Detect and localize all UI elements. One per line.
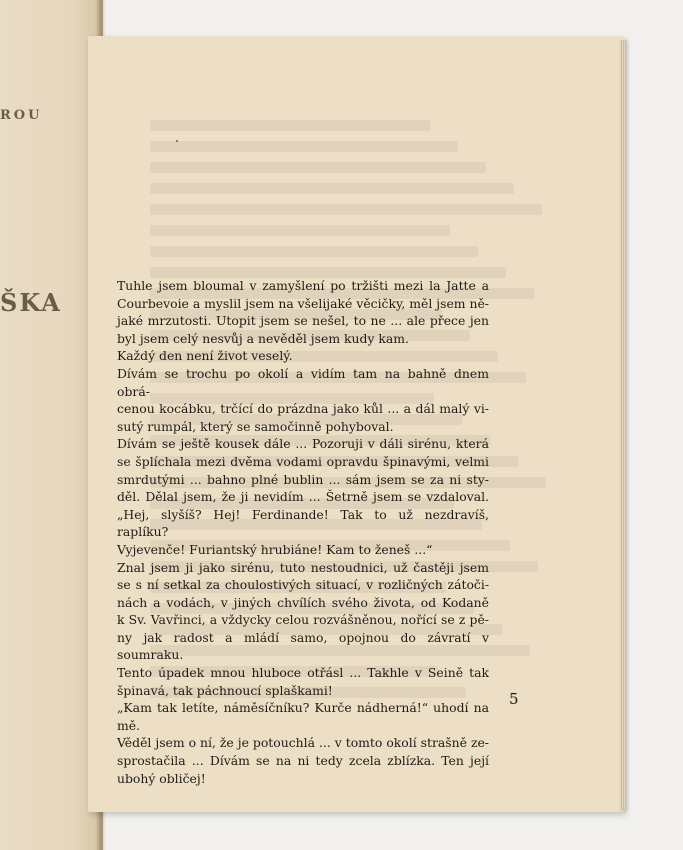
text-line: Tuhle jsem bloumal v zamyšlení po tržišti mezi la Jatte a <box>117 278 489 293</box>
text-line: se s ní setkal za choulostivých situací, v rozličných zátoči- <box>117 577 489 593</box>
text-line: sutý rumpál, který se samočinně pohyboval. <box>117 418 394 434</box>
text-line: Vyjevenče! Furiantský hrubiáne! Kam to ženeš ...“ <box>117 541 433 557</box>
show-through-line <box>150 225 450 236</box>
text-line: jaké mrzutosti. Utopit jsem se nešel, to ne ... ale přece jen <box>117 313 489 329</box>
text-line: se šplíchala mezi dvěma vodami opravdu špinavými, velmi <box>117 453 489 469</box>
text-line: smrdutými ... bahno plné bublin ... sám jsem se za ni sty- <box>117 471 489 487</box>
text-line: „Hej, slyšíš? Hej! Ferdinande! Tak to už nezdravíš, raplíku? <box>117 506 489 540</box>
left-page-heading-fragment: ŠKA <box>0 288 62 317</box>
paper-speck <box>176 140 178 142</box>
text-line: cenou kocábku, trčící do prázdna jako kůl ... a dál malý vi- <box>117 401 489 417</box>
show-through-line <box>150 141 458 152</box>
text-line: Znal jsem ji jako sirénu, tuto nestoudnici, už častěji jsem <box>117 559 489 575</box>
text-line: Dívám se ještě kousek dále ... Pozoruji v dáli sirénu, která <box>117 436 489 452</box>
text-line: byl jsem celý nesvůj a nevěděl jsem kudy kam. <box>117 330 409 346</box>
text-line: Každý den není život veselý. <box>117 348 293 364</box>
left-page-text-fragment: ROU <box>0 108 43 123</box>
text-line: Věděl jsem o ní, že je potouchlá ... v tomto okolí strašně ze- <box>117 735 489 751</box>
text-line: Dívám se trochu po okolí a vidím tam na bahně dnem obrá- <box>117 365 489 399</box>
show-through-line <box>150 183 514 194</box>
text-line: nách a vodách, v jiných chvílích svého života, od Kodaně <box>117 594 489 610</box>
text-line: Tento úpadek mnou hluboce otřásl ... Takhle v Seině tak <box>117 665 489 681</box>
page-edges <box>620 40 626 810</box>
show-through-line <box>150 246 478 257</box>
show-through-line <box>150 204 542 215</box>
text-line: ny jak radost a mládí samo, opojnou do závratí v soumraku. <box>117 629 489 663</box>
body-text <box>117 277 489 787</box>
show-through-line <box>150 162 486 173</box>
text-line: sprostačila ... Dívám se na ni tedy zcela zblízka. Ten její <box>117 753 489 769</box>
text-line: „Kam tak letíte, náměsíčníku? Kurče nádherná!“ uhodí na <box>117 700 489 716</box>
text-line: špinavá, tak páchnoucí splaškami! <box>117 682 333 698</box>
text-line: k Sv. Vavřinci, a vždycky celou rozvášněnou, nořící se z pě- <box>117 612 489 628</box>
text-line: děl. Dělal jsem, že ji nevidím ... Šetrně jsem se vzdaloval. <box>117 489 489 505</box>
show-through-line <box>150 120 430 131</box>
page-number: 5 <box>509 690 519 708</box>
text-line: ubohý obličej! <box>117 770 206 786</box>
text-line: mě. <box>117 717 141 733</box>
text-line: Courbevoie a myslil jsem na všelijaké věcičky, měl jsem ně- <box>117 295 489 311</box>
